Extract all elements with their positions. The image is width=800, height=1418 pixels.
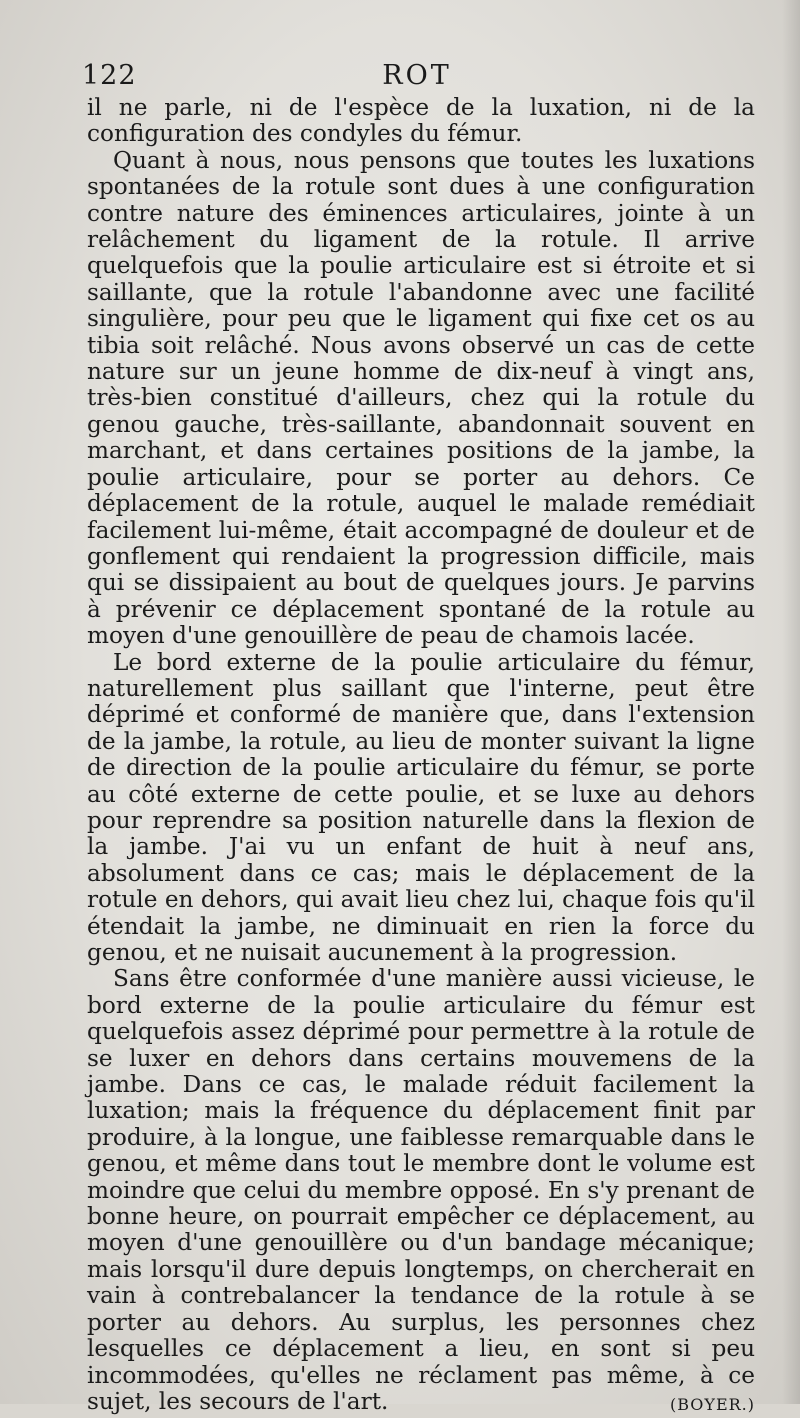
page-number: 122 (82, 60, 137, 91)
paragraph-less-vicious-conformation (87, 966, 755, 1415)
running-title: ROT (382, 60, 452, 91)
paragraph-text: Sans être conformée d'une manière aussi vicieuse, le bord externe de la poulie articulaire du fémur est quelquefois assez déprimé pour permettre à la rotule de se luxer en dehors dans certains mouvemens de la jambe. Dans ce cas, le malade réduit facilement la luxation; mais la fréquence du déplacement finit par produire, à la longue, une faiblesse remarquable dans le genou, et même dans tout le membre dont le volume est moindre que celui du membre opposé. En s'y prenant de bonne heure, on pourrait empêcher ce déplacement, au moyen d'une genouillère ou d'un bandage mécanique; mais lorsqu'il dure depuis longtemps, on chercherait en vain à contrebalancer la tendance de la rotule à se porter au dehors. Au surplus, les personnes chez lesquelles ce déplacement a lieu, en sont si peu incommodées, qu'elles ne réclament pas même, à ce sujet, les secours de l'art. (87, 965, 755, 1415)
paragraph-continuation: il ne parle, ni de l'espèce de la luxation, ni de la configuration des condyles du fémur. (87, 94, 755, 148)
body-text (87, 95, 755, 1418)
page-edge-shadow (782, 0, 800, 1404)
paragraph-spontaneous-luxations: Quant à nous, nous pensons que toutes les luxations spontanées de la rotule sont dues à une configuration contre nature des éminences articulaires, jointe à un relâchement du ligament de la rotule. Il arrive quelquefois que la poulie articulaire est si étroite et si saillante, que la rotule l'abandonne avec une facilité singulière, pour peu que le ligament qui fixe cet os au tibia soit relâché. Nous avons observé un cas de cette nature sur un jeune homme de dix-neuf à vingt ans, très-bien constitué d'ailleurs, chez qui la rotule du genou gauche, très-saillante, abandonnait souvent en marchant, et dans certaines positions de la jambe, la poulie articulaire, pour se porter au dehors. Ce déplacement de la rotule, auquel le malade remédiait facilement lui-même, était accompagné de douleur et de gonflement qui rendaient la progression difficile, mais qui se dissipaient au bout de quelques jours. Je parvins à prévenir ce déplacement spontané de la rotule au moyen d'une genouillère de peau de chamois lacée. (87, 146, 755, 650)
author-signature: (BOYER.) (669, 1394, 755, 1414)
paragraph-external-border: Le bord externe de la poulie articulaire du fémur, naturellement plus saillant que l'interne, peut être déprimé et conformé de manière que, dans l'extension de la jambe, la rotule, au lieu de monter suivant la ligne de direction de la poulie articulaire du fémur, se porte au côté externe de cette poulie, et se luxe au dehors pour reprendre sa position naturelle dans la flexion de la jambe. J'ai vu un enfant de huit à neuf ans, absolument dans ce cas; mais le déplacement de la rotule en dehors, qui avait lieu chez lui, chaque fois qu'il étendait la jambe, ne diminuait en rien la force du genou, et ne nuisait aucunement à la progression. (87, 648, 755, 966)
